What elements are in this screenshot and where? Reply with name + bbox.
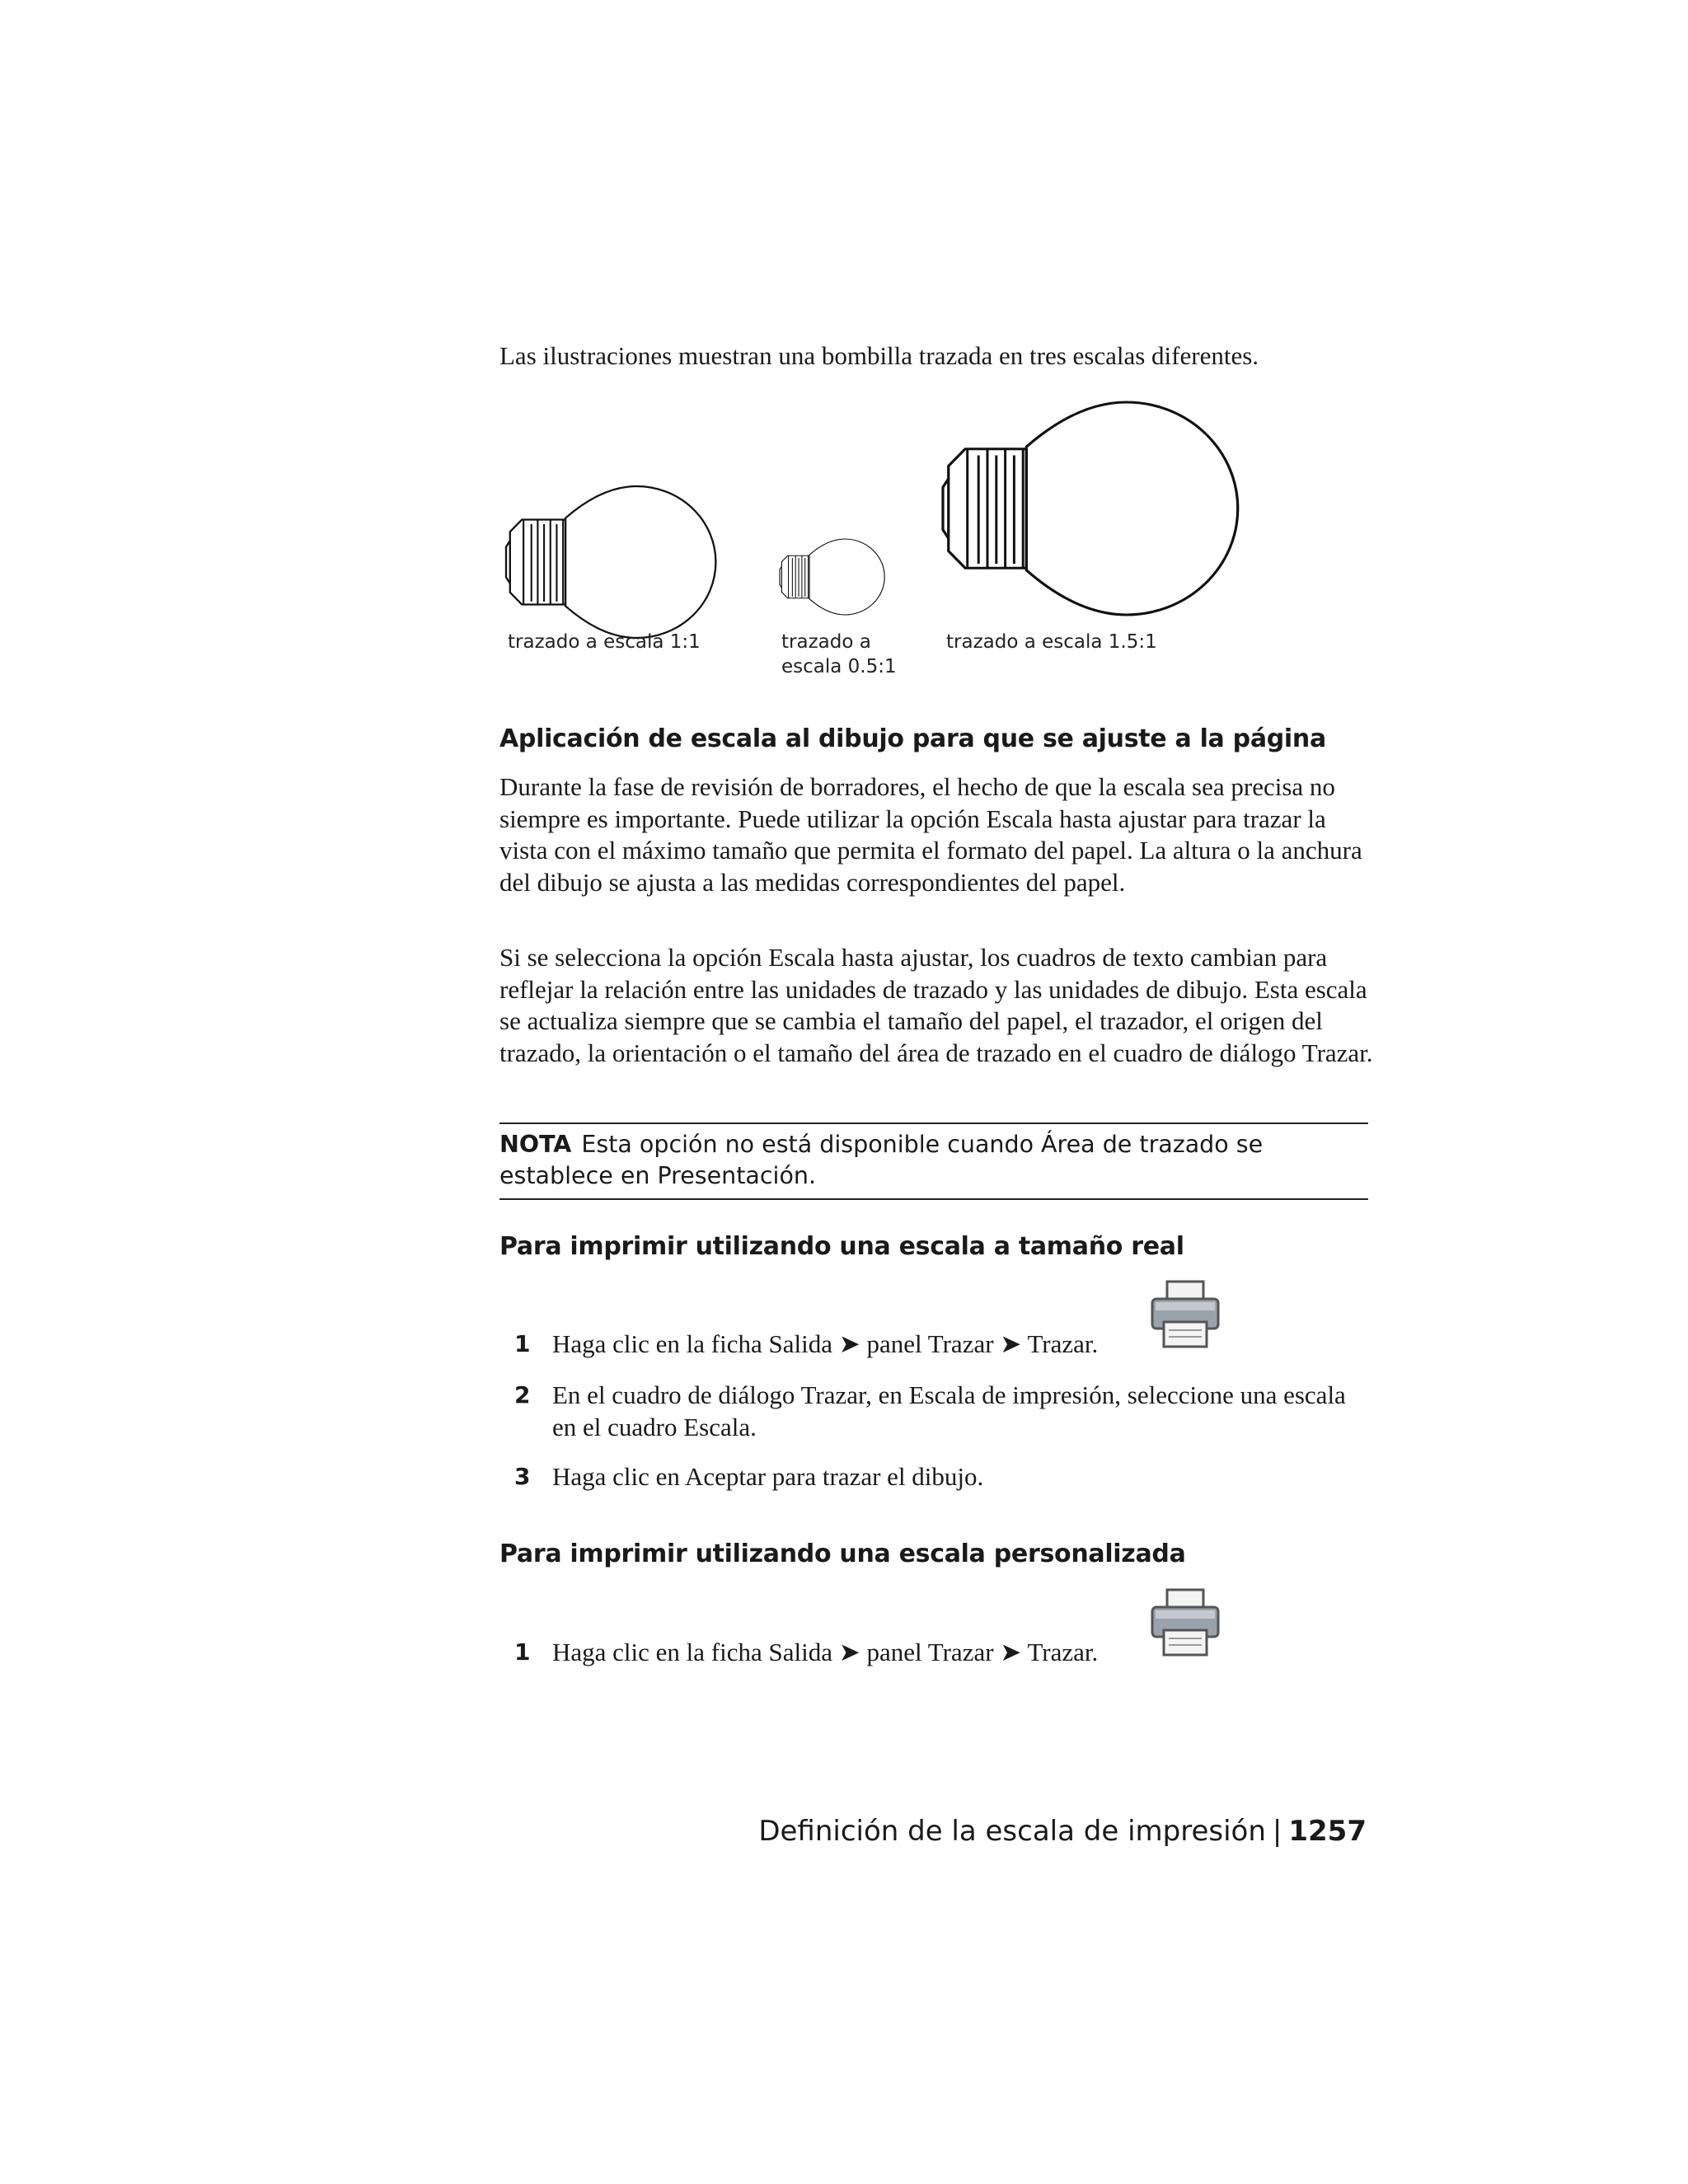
intro-text: Las ilustraciones muestran una bombilla trazada en tres escalas diferentes.: [499, 341, 1259, 370]
procedure-heading: Para imprimir utilizando una escala a tamaño real: [499, 1232, 1184, 1261]
note-label: NOTA: [499, 1131, 572, 1158]
caption-scale-05: trazado a escala 0.5:1: [781, 631, 897, 677]
paragraph: Si se selecciona la opción Escala hasta ajustar, los cuadros de texto cambian para reflejar la relación entre las unidades de trazado y las unidades de dibujo. Esta escala se actualiza siempre que se cambia el tamaño del papel, el trazador, el origen del trazado, la orientación o el tamaño del área de trazado en el cuadro de diálogo Trazar.: [499, 943, 1373, 1067]
bulb-scale-1: [506, 486, 715, 638]
paragraph: Durante la fase de revisión de borradores, el hecho de que la escala sea precisa no siempre es importante. Puede utilizar la opción Escala hasta ajustar para trazar la vista con el máximo tamaño que permita el formato del papel. La altura o la anchura del dibujo se ajusta a las medidas correspondientes del papel.: [499, 772, 1362, 897]
bulb-scale-15: [943, 402, 1238, 615]
page-number: 1257: [1288, 1815, 1367, 1848]
caption-scale-1: trazado a escala 1:1: [508, 631, 701, 653]
procedure-heading: Para imprimir utilizando una escala personalizada: [499, 1540, 1186, 1568]
bulb-scale-05: [780, 539, 884, 615]
bulb-scale-figure: [499, 387, 1332, 692]
note-box: [499, 1122, 1368, 1200]
footer-separator: |: [1272, 1815, 1282, 1848]
note-text: Esta opción no está disponible cuando Área de trazado se establece en Presentación.: [499, 1131, 1264, 1189]
caption-scale-15: trazado a escala 1.5:1: [946, 631, 1157, 653]
section-heading: Aplicación de escala al dibujo para que se ajuste a la página: [499, 724, 1326, 753]
page-footer: [758, 1815, 1367, 1848]
footer-title: Definición de la escala de impresión: [758, 1815, 1266, 1848]
